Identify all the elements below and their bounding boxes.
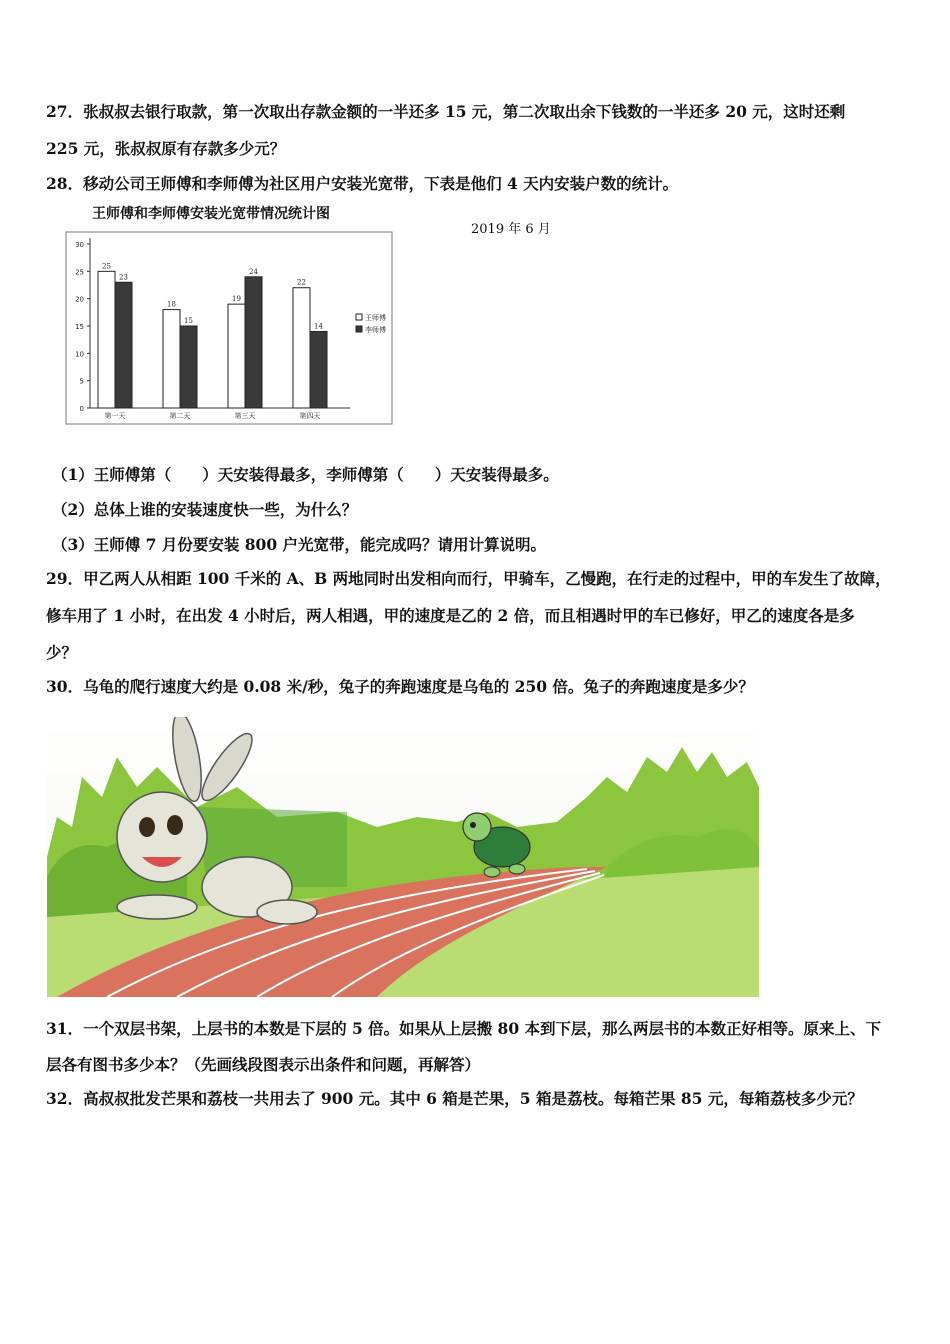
legend-label: 李师傅 <box>365 326 386 334</box>
category-label: 第一天 <box>104 412 126 420</box>
bar-chart <box>60 228 400 428</box>
bar-value-label: 24 <box>249 267 258 276</box>
q29-line3: 少？ <box>46 643 78 662</box>
chart-title: 王师傅和李师傅安装光宽带情况统计图 <box>92 206 330 222</box>
y-tick-label: 15 <box>75 323 84 331</box>
bar-wang <box>293 288 310 408</box>
y-tick-label: 30 <box>75 241 84 249</box>
legend-swatch <box>356 326 362 332</box>
q32-line1: 32．高叔叔批发芒果和荔枝一共用去了 900 元。其中 6 箱是芒果，5 箱是荔枝。每箱芒果 85 元，每箱荔枝多少元？ <box>46 1089 863 1108</box>
y-tick-label: 10 <box>75 350 84 359</box>
y-tick-label: 0 <box>79 405 84 413</box>
bar-li <box>245 277 262 408</box>
q31-line2: 层各有图书多少本？（先画线段图表示出条件和问题，再解答） <box>46 1055 481 1074</box>
y-tick-label: 20 <box>75 295 84 304</box>
bar-value-label: 18 <box>167 300 176 309</box>
bar-value-label: 15 <box>184 317 193 325</box>
bar-value-label: 22 <box>297 278 306 287</box>
legend-label: 王师傅 <box>365 314 386 322</box>
bar-value-label: 23 <box>119 273 128 282</box>
category-label: 第三天 <box>234 412 256 420</box>
bar-li <box>115 282 132 408</box>
q28-line1: 28．移动公司王师傅和李师傅为社区用户安装光宽带，下表是他们 4 天内安装户数的统计。 <box>46 174 679 193</box>
q31-line1: 31．一个双层书架，上层书的本数是下层的 5 倍。如果从上层搬 80 本到下层，那么两层书的本数正好相等。原来上、下 <box>46 1019 882 1038</box>
category-label: 第二天 <box>169 412 191 420</box>
chart-date: 2019 年 6 月 <box>471 222 551 237</box>
q28-sub1: （1）王师傅第（ ）天安装得最多，李师傅第（ ）天安装得最多。 <box>52 465 559 484</box>
legend-swatch <box>356 314 362 320</box>
bar-li <box>310 331 327 408</box>
bar-value-label: 19 <box>232 295 241 304</box>
q27-line1: 27．张叔叔去银行取款，第一次取出存款金额的一半还多 15 元，第二次取出余下钱数的一半还多 20 元，这时还剩 <box>46 102 846 121</box>
category-label: 第四天 <box>299 412 321 420</box>
bar-li <box>180 326 197 408</box>
bar-value-label: 14 <box>314 322 323 331</box>
q30-line1: 30．乌龟的爬行速度大约是 0.08 米/秒，兔子的奔跑速度是乌龟的 250 倍。兔子的奔跑速度是多少？ <box>46 677 754 696</box>
bar-wang <box>163 310 180 408</box>
y-tick-label: 25 <box>75 268 84 277</box>
q28-sub2: （2）总体上谁的安装速度快一些，为什么？ <box>52 500 358 519</box>
rabbit-tortoise-race-illustration <box>47 717 759 997</box>
y-tick-label: 5 <box>79 377 84 386</box>
bar-wang <box>228 304 245 408</box>
q27-line2: 225 元，张叔叔原有存款多少元？ <box>46 139 286 158</box>
q29-line2: 修车用了 1 小时，在出发 4 小时后，两人相遇，甲的速度是乙的 2 倍，而且相遇时甲的车已修好，甲乙的速度各是多 <box>46 606 855 625</box>
bar-value-label: 25 <box>102 262 111 271</box>
q28-sub3: （3）王师傅 7 月份要安装 800 户光宽带，能完成吗？请用计算说明。 <box>52 535 547 554</box>
bar-wang <box>98 271 115 408</box>
q29-line1: 29．甲乙两人从相距 100 千米的 A、B 两地同时出发相向而行，甲骑车，乙慢跑，在行走的过程中，甲的车发生了故障， <box>46 569 891 588</box>
